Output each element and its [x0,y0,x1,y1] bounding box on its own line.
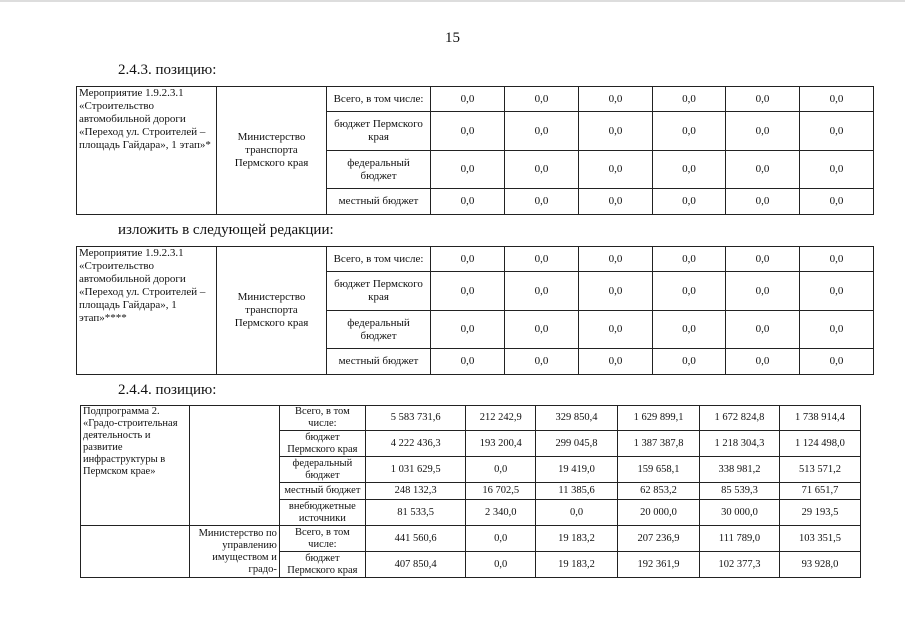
value-cell: 0,0 [653,87,726,112]
row-label: бюджет Пермского края [279,431,365,457]
value-cell: 0,0 [653,272,726,311]
row-label: Всего, в том числе: [327,87,431,112]
value-cell: 2 340,0 [466,500,536,526]
value-cell: 0,0 [800,272,874,311]
table-position-2-4-3 [76,86,874,215]
row-label: федеральный бюджет [279,457,365,483]
value-cell: 19 183,2 [536,552,618,578]
page-number: 15 [445,30,460,46]
value-cell: 62 853,2 [618,483,700,500]
value-cell: 193 200,4 [466,431,536,457]
value-cell: 0,0 [431,247,505,272]
value-cell: 159 658,1 [618,457,700,483]
section-heading-2-4-4: 2.4.4. позицию: [118,382,217,398]
value-cell: 0,0 [653,151,726,189]
value-cell: 207 236,9 [618,526,700,552]
value-cell: 0,0 [653,311,726,349]
value-cell: 0,0 [431,151,505,189]
value-cell: 407 850,4 [365,552,465,578]
section-heading-new-edition: изложить в следующей редакции: [118,222,334,238]
value-cell: 0,0 [579,151,653,189]
program-continuation-cell [81,526,190,578]
section-heading-2-4-3: 2.4.3. позицию: [118,62,217,78]
value-cell: 0,0 [431,189,505,215]
row-label: местный бюджет [279,483,365,500]
value-cell: 5 583 731,6 [365,406,465,431]
value-cell: 19 419,0 [536,457,618,483]
row-label: Всего, в том числе: [327,247,431,272]
value-cell: 0,0 [800,151,874,189]
value-cell: 0,0 [579,311,653,349]
value-cell: 1 672 824,8 [700,406,780,431]
value-cell: 1 031 629,5 [365,457,465,483]
row-label: федеральный бюджет [327,151,431,189]
value-cell: 192 361,9 [618,552,700,578]
value-cell: 93 928,0 [779,552,860,578]
value-cell: 4 222 436,3 [365,431,465,457]
row-label: бюджет Пермского края [279,552,365,578]
value-cell: 16 702,5 [466,483,536,500]
executor-cell: Министерство транспорта Пермского края [217,87,327,215]
value-cell: 1 738 914,4 [779,406,860,431]
value-cell: 0,0 [505,311,579,349]
value-cell: 0,0 [579,112,653,151]
value-cell: 0,0 [726,272,800,311]
value-cell: 0,0 [431,112,505,151]
value-cell: 111 789,0 [700,526,780,552]
activity-cell: Мероприятие 1.9.2.3.1 «Строительство автомобильной дороги «Переход ул. Строителей – площадь Гайдара», 1 этап»**** [77,247,217,375]
table-position-2-4-4 [80,405,861,578]
value-cell: 0,0 [505,272,579,311]
value-cell: 0,0 [726,151,800,189]
value-cell: 29 193,5 [779,500,860,526]
value-cell: 71 651,7 [779,483,860,500]
value-cell: 1 387 387,8 [618,431,700,457]
value-cell: 0,0 [505,349,579,375]
value-cell: 19 183,2 [536,526,618,552]
value-cell: 0,0 [800,247,874,272]
row-label: Всего, в том числе: [279,526,365,552]
activity-cell: Мероприятие 1.9.2.3.1 «Строительство автомобильной дороги «Переход ул. Строителей – площадь Гайдара», 1 этап»* [77,87,217,215]
value-cell: 30 000,0 [700,500,780,526]
program-cell: Подпрограмма 2. «Градо-строительная деятельность и развитие инфраструктуры в Пермском крае» [81,406,190,526]
value-cell: 0,0 [579,272,653,311]
value-cell: 0,0 [466,552,536,578]
row-label: Всего, в том числе: [279,406,365,431]
value-cell: 329 850,4 [536,406,618,431]
value-cell: 102 377,3 [700,552,780,578]
value-cell: 0,0 [726,112,800,151]
value-cell: 0,0 [726,189,800,215]
value-cell: 0,0 [653,349,726,375]
value-cell: 1 629 899,1 [618,406,700,431]
row-label: внебюджетные источники [279,500,365,526]
value-cell: 0,0 [466,457,536,483]
row-label: бюджет Пермского края [327,112,431,151]
top-rule [0,0,905,2]
value-cell: 0,0 [653,112,726,151]
value-cell: 0,0 [431,272,505,311]
value-cell: 0,0 [431,311,505,349]
table-new-edition [76,246,874,375]
row-label: местный бюджет [327,349,431,375]
value-cell: 513 571,2 [779,457,860,483]
row-label: бюджет Пермского края [327,272,431,311]
value-cell: 0,0 [505,112,579,151]
value-cell: 0,0 [466,526,536,552]
value-cell: 0,0 [579,349,653,375]
value-cell: 441 560,6 [365,526,465,552]
row-label: федеральный бюджет [327,311,431,349]
value-cell: 0,0 [653,247,726,272]
value-cell: 103 351,5 [779,526,860,552]
value-cell: 0,0 [726,349,800,375]
value-cell: 0,0 [579,189,653,215]
value-cell: 0,0 [536,500,618,526]
value-cell: 338 981,2 [700,457,780,483]
value-cell: 212 242,9 [466,406,536,431]
executor-cell: Министерство транспорта Пермского края [217,247,327,375]
row-label: местный бюджет [327,189,431,215]
value-cell: 0,0 [800,311,874,349]
value-cell: 0,0 [431,87,505,112]
value-cell: 0,0 [726,247,800,272]
value-cell: 0,0 [505,247,579,272]
value-cell: 0,0 [505,189,579,215]
value-cell: 299 045,8 [536,431,618,457]
value-cell: 0,0 [800,87,874,112]
value-cell: 0,0 [726,311,800,349]
value-cell: 1 124 498,0 [779,431,860,457]
value-cell: 0,0 [505,151,579,189]
value-cell: 0,0 [726,87,800,112]
value-cell: 0,0 [579,247,653,272]
value-cell: 0,0 [800,112,874,151]
value-cell: 0,0 [579,87,653,112]
value-cell: 0,0 [653,189,726,215]
value-cell: 81 533,5 [365,500,465,526]
value-cell: 85 539,3 [700,483,780,500]
executor-cell: Министерство по управлению имуществом и градо- [189,526,279,578]
value-cell: 20 000,0 [618,500,700,526]
value-cell: 248 132,3 [365,483,465,500]
value-cell: 1 218 304,3 [700,431,780,457]
value-cell: 0,0 [431,349,505,375]
value-cell: 11 385,6 [536,483,618,500]
value-cell: 0,0 [505,87,579,112]
value-cell: 0,0 [800,349,874,375]
executor-empty-cell [189,406,279,526]
value-cell: 0,0 [800,189,874,215]
